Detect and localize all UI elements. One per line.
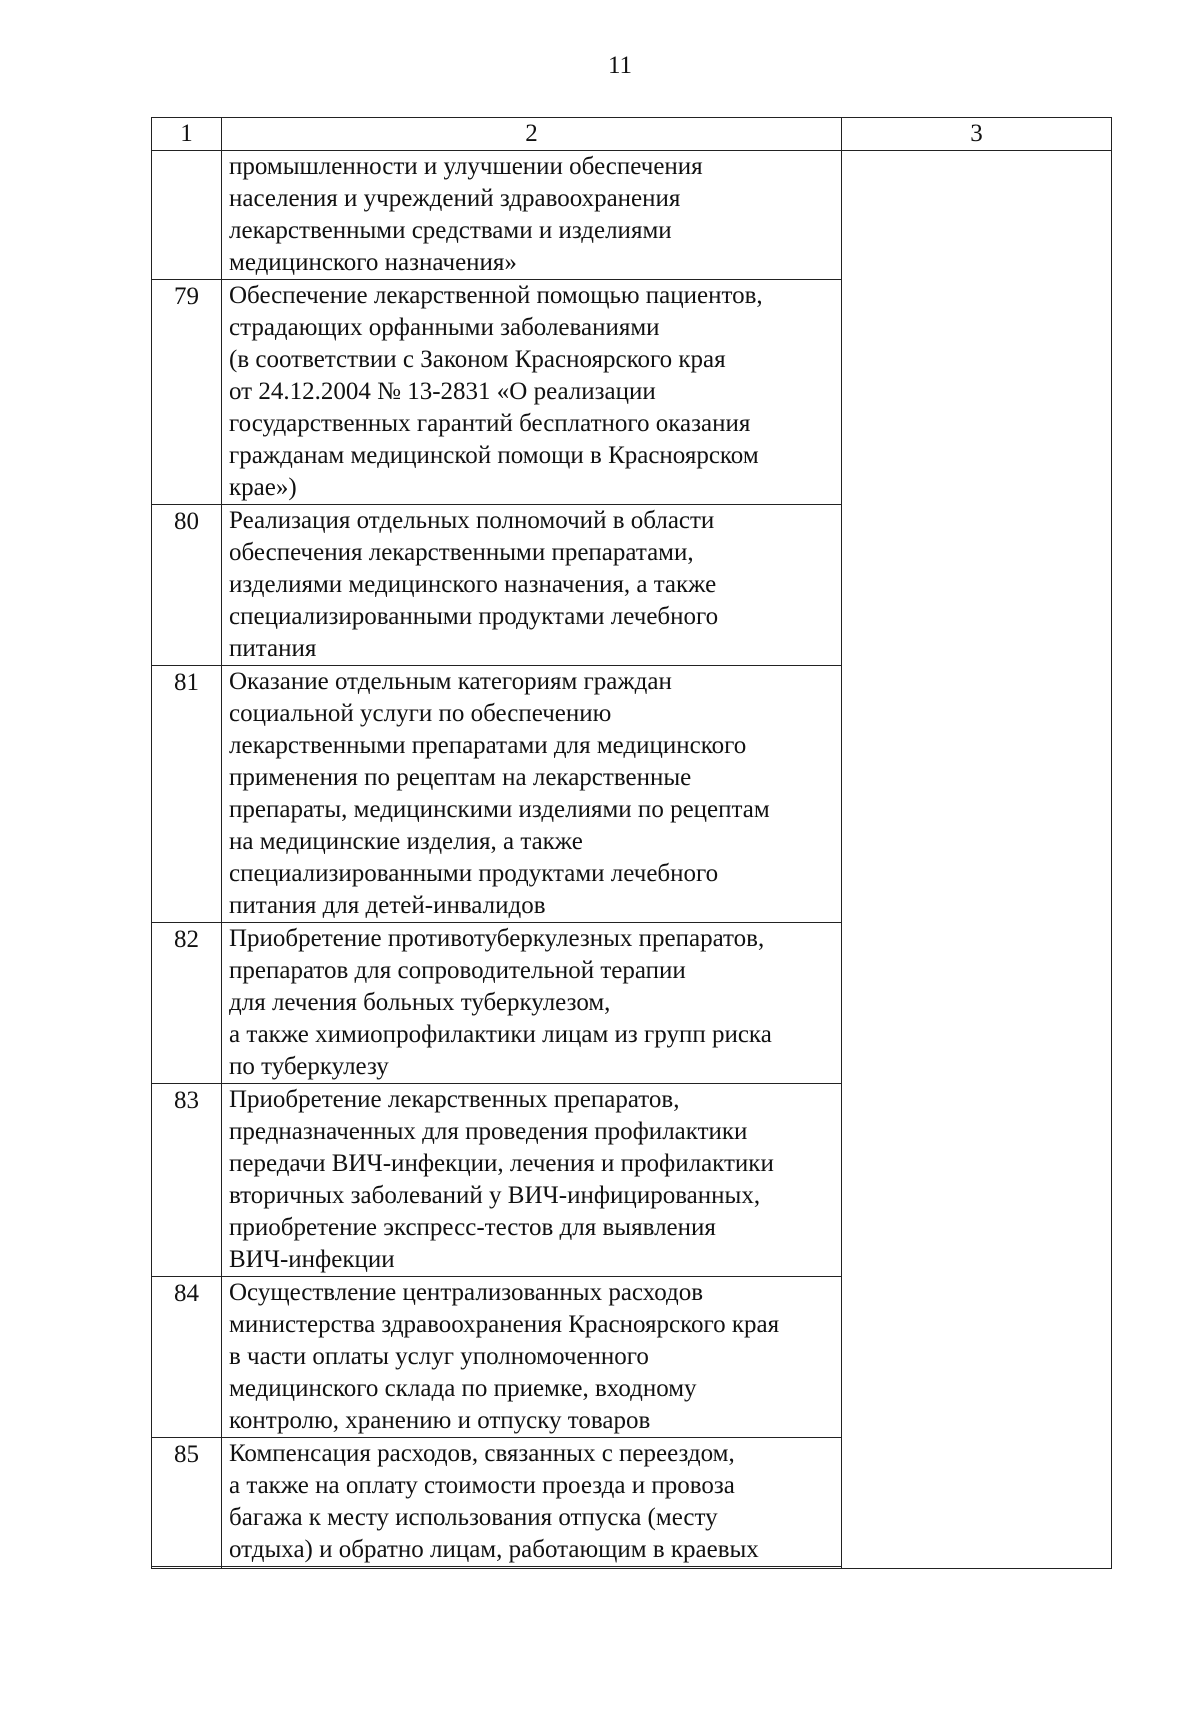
row-description: промышленности и улучшении обеспечения населения и учреждений здравоохранения лекарственными средствами и изделиями медицинского назначения» xyxy=(222,151,842,280)
row-description: Осуществление централизованных расходов министерства здравоохранения Красноярского края в части оплаты услуг уполномоченного медицинского склада по приемке, входному контролю, хранению и отпуску товаров xyxy=(222,1277,842,1438)
row-description: Компенсация расходов, связанных с переездом, а также на оплату стоимости проезда и провоза багажа к месту использования отпуска (месту отдыха) и обратно лицам, работающим в краевых xyxy=(222,1438,842,1567)
row-description xyxy=(222,1567,842,1569)
column-header-3: 3 xyxy=(842,118,1112,151)
row-number: 81 xyxy=(152,666,222,923)
table-row xyxy=(152,1438,1112,1567)
table-row xyxy=(152,505,1112,666)
row-amount xyxy=(842,280,1112,505)
table-row xyxy=(152,666,1112,923)
row-amount xyxy=(842,666,1112,923)
table-row xyxy=(152,1567,1112,1569)
column-header-1: 1 xyxy=(152,118,222,151)
row-number: 80 xyxy=(152,505,222,666)
row-number: 84 xyxy=(152,1277,222,1438)
row-amount xyxy=(842,1567,1112,1569)
row-amount xyxy=(842,505,1112,666)
row-description: Обеспечение лекарственной помощью пациентов, страдающих орфанными заболеваниями (в соответствии с Законом Красноярского края от 24.12.2004 № 13-2831 «О реализации государственных гарантий бесплатного оказания гражданам медицинской помощи в Красноярском крае») xyxy=(222,280,842,505)
row-number: 83 xyxy=(152,1084,222,1277)
row-number: 79 xyxy=(152,280,222,505)
row-amount xyxy=(842,1277,1112,1438)
table-row xyxy=(152,923,1112,1084)
row-number: 82 xyxy=(152,923,222,1084)
row-description: Оказание отдельным категориям граждан социальной услуги по обеспечению лекарственными препаратами для медицинского применения по рецептам на лекарственные препараты, медицинскими изделиями по рецептам на медицинские изделия, а также специализированными продуктами лечебного питания для детей-инвалидов xyxy=(222,666,842,923)
row-number xyxy=(152,151,222,280)
table-row xyxy=(152,1277,1112,1438)
row-amount xyxy=(842,151,1112,280)
table-row xyxy=(152,1084,1112,1277)
table-row-continuation xyxy=(152,151,1112,280)
table-row xyxy=(152,280,1112,505)
row-number: 85 xyxy=(152,1438,222,1567)
column-header-2: 2 xyxy=(222,118,842,151)
row-amount xyxy=(842,1438,1112,1567)
table-header-row xyxy=(152,118,1112,151)
row-description: Приобретение противотуберкулезных препаратов, препаратов для сопроводительной терапии для лечения больных туберкулезом, а также химиопрофилактики лицам из групп риска по туберкулезу xyxy=(222,923,842,1084)
row-amount xyxy=(842,1084,1112,1277)
row-description: Приобретение лекарственных препаратов, предназначенных для проведения профилактики передачи ВИЧ-инфекции, лечения и профилактики вторичных заболеваний у ВИЧ-инфицированных, приобретение экспресс-тестов для выявления ВИЧ-инфекции xyxy=(222,1084,842,1277)
page-number: 11 xyxy=(607,52,633,79)
row-amount xyxy=(842,923,1112,1084)
row-number xyxy=(152,1567,222,1569)
row-description: Реализация отдельных полномочий в области обеспечения лекарственными препаратами, изделиями медицинского назначения, а также специализированными продуктами лечебного питания xyxy=(222,505,842,666)
budget-items-table xyxy=(151,117,1112,1569)
